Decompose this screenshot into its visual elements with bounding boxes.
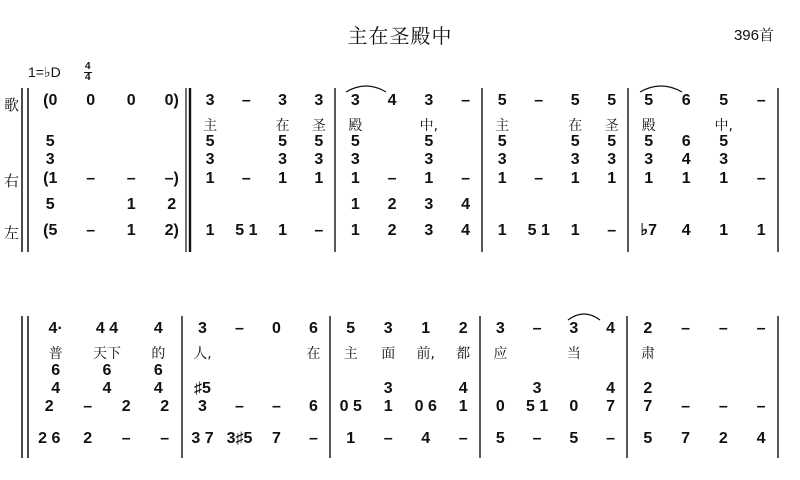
note-voice: 3 bbox=[350, 92, 360, 109]
note-right-low: – bbox=[756, 170, 766, 187]
note-left-low: – bbox=[607, 222, 617, 239]
note-right-low: 5 1 bbox=[526, 398, 549, 415]
note-right-low: 1 bbox=[570, 170, 580, 187]
note-right-low: – bbox=[534, 170, 544, 187]
note-right-low: – bbox=[387, 170, 397, 187]
note-right-mid: 3 bbox=[314, 151, 324, 168]
lyric-syllable: 前, bbox=[416, 346, 435, 362]
note-right-top: 5 bbox=[278, 133, 288, 150]
lyric-syllable: 圣 bbox=[604, 118, 619, 134]
note-left-low: 1 bbox=[350, 222, 360, 239]
note-right-low: 0 bbox=[569, 398, 579, 415]
note-right-top: 5 bbox=[424, 133, 434, 150]
note-right-mid: 3 bbox=[719, 151, 729, 168]
note-right-mid: 4 bbox=[102, 380, 112, 397]
note-right-low: 1 bbox=[644, 170, 654, 187]
note-right-low: –) bbox=[164, 170, 179, 187]
note-left-top: 4 bbox=[461, 196, 471, 213]
note-right-mid: 3 bbox=[424, 151, 434, 168]
note-voice: (0 bbox=[43, 92, 58, 109]
note-left-low: – bbox=[458, 430, 468, 447]
lyric-syllable: 都 bbox=[456, 346, 471, 362]
note-left-low: – bbox=[160, 430, 170, 447]
note-right-mid: 4 bbox=[606, 380, 616, 397]
left-hand-label: 左 bbox=[4, 224, 20, 242]
note-right-low: – bbox=[718, 398, 728, 415]
note-right-top: 5 bbox=[570, 133, 580, 150]
note-left-top: 3 bbox=[424, 196, 434, 213]
note-right-mid: 3 bbox=[205, 151, 215, 168]
note-left-low: 2) bbox=[164, 222, 179, 239]
note-voice: 0 bbox=[272, 320, 281, 337]
note-left-low: – bbox=[309, 430, 318, 447]
note-voice: – bbox=[534, 92, 544, 109]
note-voice: 3 bbox=[198, 320, 207, 337]
note-voice: 3 bbox=[278, 92, 288, 109]
note-left-low: 1 bbox=[570, 222, 580, 239]
lyric-syllable: 中, bbox=[419, 118, 439, 134]
note-right-low: 2 bbox=[121, 398, 131, 415]
note-left-low: 3 7 bbox=[191, 430, 214, 447]
note-right-top: 5 bbox=[719, 133, 729, 150]
note-left-top: 5 bbox=[45, 196, 55, 213]
note-right-mid: 3 bbox=[570, 151, 580, 168]
note-right-low: 0 bbox=[495, 398, 505, 415]
hymn-title: 主在圣殿中 bbox=[347, 26, 453, 48]
note-right-mid: ♯5 bbox=[194, 380, 211, 397]
note-left-low: 5 1 bbox=[527, 222, 550, 239]
note-left-low: – bbox=[121, 430, 131, 447]
note-right-low: – bbox=[241, 170, 251, 187]
note-voice: 0) bbox=[164, 92, 179, 109]
note-right-low: 3 bbox=[198, 398, 207, 415]
note-voice: 3 bbox=[569, 320, 579, 337]
note-right-low: 6 bbox=[309, 398, 318, 415]
lyric-syllable: 主 bbox=[495, 118, 510, 134]
note-right-low: – bbox=[756, 398, 766, 415]
note-right-top: 6 bbox=[153, 362, 163, 379]
note-right-low: – bbox=[126, 170, 136, 187]
note-left-low: 2 bbox=[83, 430, 93, 447]
note-right-low: 1 bbox=[314, 170, 324, 187]
note-right-low: 1 bbox=[424, 170, 434, 187]
note-left-low: (5 bbox=[43, 222, 58, 239]
note-right-mid: 3 bbox=[532, 380, 542, 397]
note-right-mid: 3 bbox=[278, 151, 288, 168]
note-voice: – bbox=[756, 92, 766, 109]
lyric-syllable: 的 bbox=[151, 346, 166, 362]
note-voice: – bbox=[235, 320, 244, 337]
note-right-mid: 3 bbox=[383, 380, 393, 397]
note-right-mid: 2 bbox=[643, 380, 653, 397]
note-right-mid: 4 bbox=[681, 151, 691, 168]
note-right-low: 2 bbox=[44, 398, 54, 415]
note-voice: – bbox=[718, 320, 728, 337]
note-left-low: 2 bbox=[387, 222, 397, 239]
note-right-low: – bbox=[235, 398, 244, 415]
note-right-top: 6 bbox=[51, 362, 61, 379]
lyric-syllable: 普 bbox=[48, 346, 63, 362]
note-left-top: 2 bbox=[387, 196, 397, 213]
note-right-low: 0 6 bbox=[414, 398, 437, 415]
note-right-mid: 4 bbox=[153, 380, 163, 397]
note-left-low: – bbox=[383, 430, 393, 447]
note-left-low: 5 1 bbox=[235, 222, 258, 239]
lyric-syllable: 在 bbox=[306, 346, 321, 362]
note-right-mid: 3 bbox=[607, 151, 617, 168]
lyric-syllable: 殿 bbox=[641, 118, 656, 134]
note-right-low: 1 bbox=[458, 398, 468, 415]
note-right-low: (1 bbox=[43, 170, 58, 187]
note-voice: 4 bbox=[387, 92, 397, 109]
note-left-low: – bbox=[86, 222, 96, 239]
note-left-low: 7 bbox=[681, 430, 691, 447]
note-right-low: 7 bbox=[606, 398, 616, 415]
note-right-mid: 3 bbox=[45, 151, 55, 168]
note-right-low: 1 bbox=[383, 398, 393, 415]
note-left-low: 5 bbox=[495, 430, 505, 447]
key-signature: 1=♭D bbox=[28, 64, 61, 80]
note-right-mid: 3 bbox=[644, 151, 654, 168]
note-right-low: 1 bbox=[719, 170, 729, 187]
note-right-low: 2 bbox=[160, 398, 170, 415]
note-voice: 6 bbox=[681, 92, 691, 109]
note-voice: 6 bbox=[309, 320, 318, 337]
note-voice: 3 bbox=[424, 92, 434, 109]
note-left-low: 2 6 bbox=[38, 430, 61, 447]
note-voice: 4 bbox=[153, 320, 163, 337]
note-voice: 2 bbox=[643, 320, 653, 337]
note-right-mid: 3 bbox=[497, 151, 507, 168]
note-right-low: 1 bbox=[278, 170, 288, 187]
voice-part-label: 歌 bbox=[4, 96, 20, 114]
note-voice: 5 bbox=[346, 320, 356, 337]
note-right-low: 1 bbox=[205, 170, 215, 187]
note-voice: 5 bbox=[644, 92, 654, 109]
note-left-low: 2 bbox=[718, 430, 728, 447]
note-right-low: 1 bbox=[607, 170, 617, 187]
note-left-low: 1 bbox=[346, 430, 356, 447]
lyric-syllable: 圣 bbox=[311, 118, 326, 134]
note-right-top: 5 bbox=[314, 133, 324, 150]
note-left-low: – bbox=[532, 430, 542, 447]
lyric-syllable: 主 bbox=[343, 346, 358, 362]
note-right-mid: 4 bbox=[51, 380, 61, 397]
note-right-top: 5 bbox=[644, 133, 654, 150]
lyric-syllable: 当 bbox=[566, 346, 581, 362]
lyric-syllable: 应 bbox=[493, 346, 508, 362]
note-left-low: 1 bbox=[719, 222, 729, 239]
note-left-low: 3 bbox=[424, 222, 434, 239]
note-right-mid: 3 bbox=[350, 151, 360, 168]
note-right-top: 5 bbox=[205, 133, 215, 150]
note-right-low: 0 5 bbox=[339, 398, 362, 415]
note-right-top: 6 bbox=[102, 362, 112, 379]
note-right-low: – bbox=[83, 398, 93, 415]
note-voice: – bbox=[241, 92, 251, 109]
note-right-top: 5 bbox=[350, 133, 360, 150]
note-left-low: – bbox=[314, 222, 324, 239]
note-right-low: 1 bbox=[497, 170, 507, 187]
note-left-low: 1 bbox=[126, 222, 136, 239]
note-voice: 3 bbox=[495, 320, 505, 337]
note-left-top: 2 bbox=[167, 196, 177, 213]
note-left-low: ♭7 bbox=[640, 222, 657, 239]
note-right-top: 6 bbox=[681, 133, 691, 150]
note-voice: 1 bbox=[421, 320, 431, 337]
note-voice: 4· bbox=[48, 320, 63, 337]
note-voice: 5 bbox=[719, 92, 729, 109]
note-voice: 3 bbox=[314, 92, 324, 109]
note-right-low: – bbox=[272, 398, 281, 415]
lyric-syllable: 在 bbox=[568, 118, 583, 134]
note-left-low: 5 bbox=[643, 430, 653, 447]
meter-numerator: 4 bbox=[85, 61, 91, 72]
note-left-low: 1 bbox=[205, 222, 215, 239]
note-voice: – bbox=[681, 320, 691, 337]
note-voice: 2 bbox=[458, 320, 468, 337]
right-hand-label: 右 bbox=[4, 172, 20, 190]
note-voice: 5 bbox=[497, 92, 507, 109]
note-left-low: 1 bbox=[756, 222, 766, 239]
lyric-syllable: 中, bbox=[714, 118, 733, 134]
note-right-low: – bbox=[86, 170, 96, 187]
note-right-top: 5 bbox=[607, 133, 617, 150]
note-right-top: 5 bbox=[497, 133, 507, 150]
note-left-top: 1 bbox=[126, 196, 136, 213]
note-left-low: 5 bbox=[569, 430, 579, 447]
note-right-mid: 4 bbox=[458, 380, 468, 397]
note-right-low: 1 bbox=[681, 170, 691, 187]
note-right-low: 1 bbox=[350, 170, 360, 187]
note-left-low: 1 bbox=[497, 222, 507, 239]
note-left-low: 4 bbox=[681, 222, 691, 239]
note-right-low: 7 bbox=[643, 398, 653, 415]
hymn-number: 396首 bbox=[733, 27, 774, 44]
note-right-low: – bbox=[681, 398, 691, 415]
lyric-syllable: 面 bbox=[381, 346, 396, 362]
note-left-low: – bbox=[606, 430, 616, 447]
note-voice: – bbox=[532, 320, 542, 337]
note-voice: – bbox=[756, 320, 766, 337]
note-left-top: 1 bbox=[350, 196, 360, 213]
lyric-syllable: 天下 bbox=[93, 346, 121, 362]
note-voice: 0 bbox=[86, 92, 96, 109]
meter-denominator: 4 bbox=[85, 72, 91, 83]
lyric-syllable: 肃 bbox=[640, 346, 655, 362]
note-voice: – bbox=[461, 92, 471, 109]
lyric-syllable: 主 bbox=[203, 118, 218, 134]
note-right-top: 5 bbox=[45, 133, 55, 150]
note-left-low: 4 bbox=[461, 222, 471, 239]
lyric-syllable: 人, bbox=[193, 346, 212, 362]
note-right-low: – bbox=[461, 170, 471, 187]
note-voice: 4 bbox=[606, 320, 616, 337]
note-left-low: 3♯5 bbox=[226, 430, 253, 447]
lyric-syllable: 在 bbox=[275, 118, 290, 134]
lyric-syllable: 殿 bbox=[348, 118, 363, 134]
note-voice: 3 bbox=[383, 320, 393, 337]
note-voice: 0 bbox=[126, 92, 136, 109]
note-voice: 5 bbox=[570, 92, 580, 109]
note-voice: 4 4 bbox=[95, 320, 119, 337]
note-left-low: 1 bbox=[278, 222, 288, 239]
note-left-low: 4 bbox=[756, 430, 766, 447]
note-voice: 5 bbox=[607, 92, 617, 109]
note-voice: 3 bbox=[205, 92, 215, 109]
note-left-low: 7 bbox=[272, 430, 281, 447]
note-left-low: 4 bbox=[421, 430, 431, 447]
